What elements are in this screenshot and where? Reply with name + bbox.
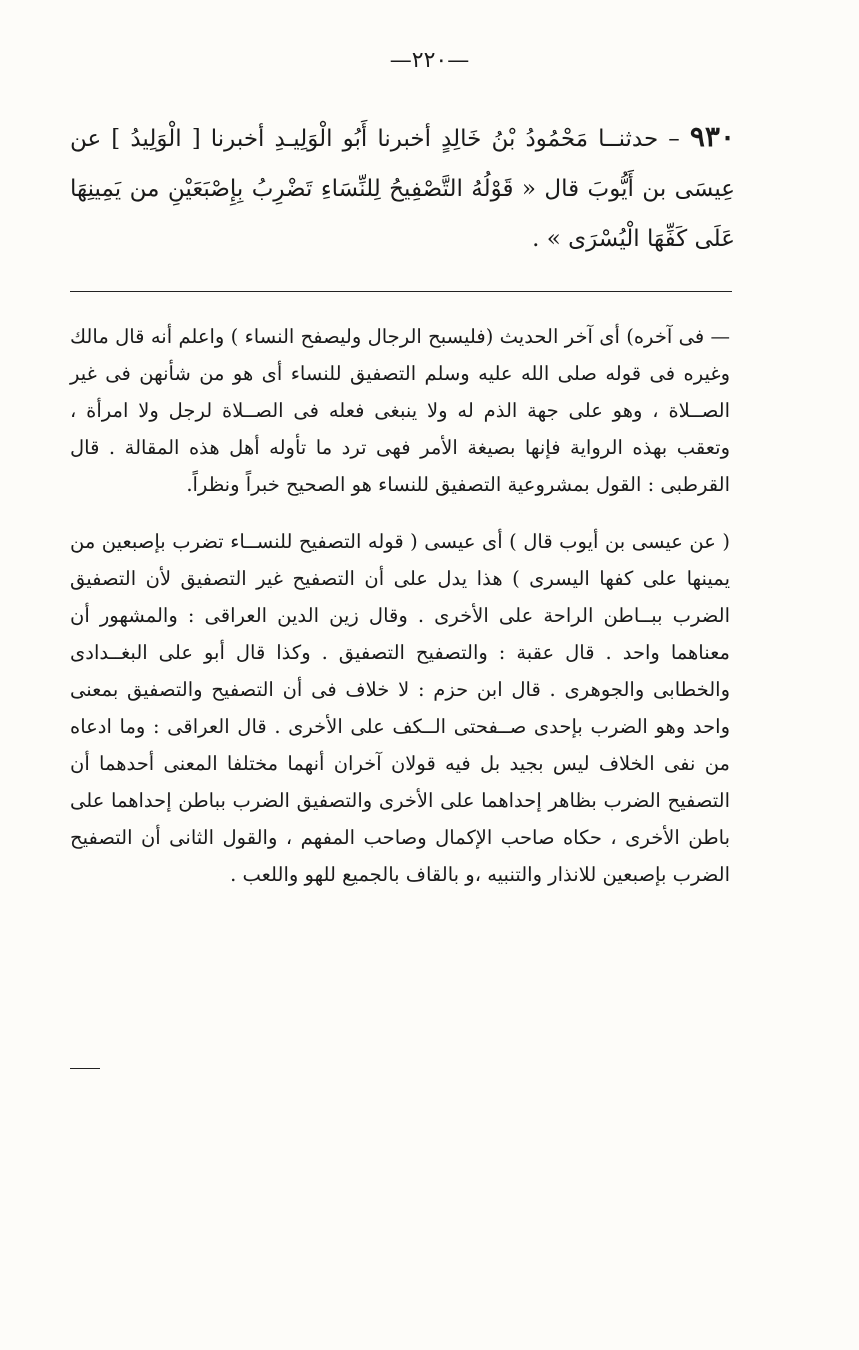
continuation-dash	[70, 1068, 100, 1069]
commentary-paragraph-2: ( عن عيسى بن أيوب قال ) أى عيسى ( قوله التصفيح للنســاء تضرب بإصبعين من يمينها على كفها اليسرى ) هذا يدل على أن التصفيح غير التصفيق لأن التصفيق الضرب ببــاطن الراحة على الأخرى . وقال زين الدين العراقى : والمشهور أن معناهما واحد . قال عقبة : والتصفيح التصفيق . وكذا قال أبو على البغــدادى والخطابى والجوهرى . قال ابن حزم : لا خلاف فى أن التصفيح والتصفيق بمعنى واحد وهو الضرب بإحدى صــفحتى الــكف على الأخرى . قال العراقى : وما ادعاه من نفى الخلاف ليس بجيد بل فيه قولان آخران أنهما مختلفا المعنى أحدهما أن التصفيح الضرب بظاهر إحداهما على الأخرى والتصفيق الضرب بباطن إحداهما على باطن الأخرى ، حكاه صاحب الإكمال وصاحب المفهم ، والقول الثانى أن التصفيح الضرب بإصبعين للانذار والتنبيه ،و بالقاف بالجميع للهو واللعب .	[70, 530, 730, 886]
hadith-block	[70, 112, 735, 264]
commentary-block	[70, 318, 730, 893]
section-divider	[70, 291, 732, 292]
commentary-paragraph-1: — فى آخره) أى آخر الحديث (فليسبح الرجال وليصفح النساء ) واعلم أنه قال مالك وغيره فى قوله صلى الله عليه وسلم التصفيق للنساء أى هو من شأنهن فى غير الصــلاة ، وهو على جهة الذم له ولا ينبغى فعله فى الصــلاة لرجل ولا امرأة ، وتعقب بهذه الرواية فإنها بصيغة الأمر فهى ترد ما تأوله أهل هذه المقالة . قال القرطبى : القول بمشروعية التصفيق للنساء هو الصحيح خبراً ونظراً.	[70, 325, 730, 496]
page-number: —٢٢٠—	[389, 48, 470, 73]
hadith-number: ٩٣٠	[689, 120, 736, 153]
hadith-text: – حدثنــا مَحْمُودُ بْنُ خَالِدٍ أخبرنا أَبُو الْوَلِيـدِ أخبرنا [ الْوَلِيدُ ] عن عِيسَى بن أَيُّوبَ قال « قَوْلُهُ التَّصْفِيحُ لِلنِّسَاءِ تَضْرِبُ بِإِصْبَعَيْنِ من يَمِينِهَا عَلَى كَفِّهَا الْيُسْرَى » .	[70, 126, 735, 252]
